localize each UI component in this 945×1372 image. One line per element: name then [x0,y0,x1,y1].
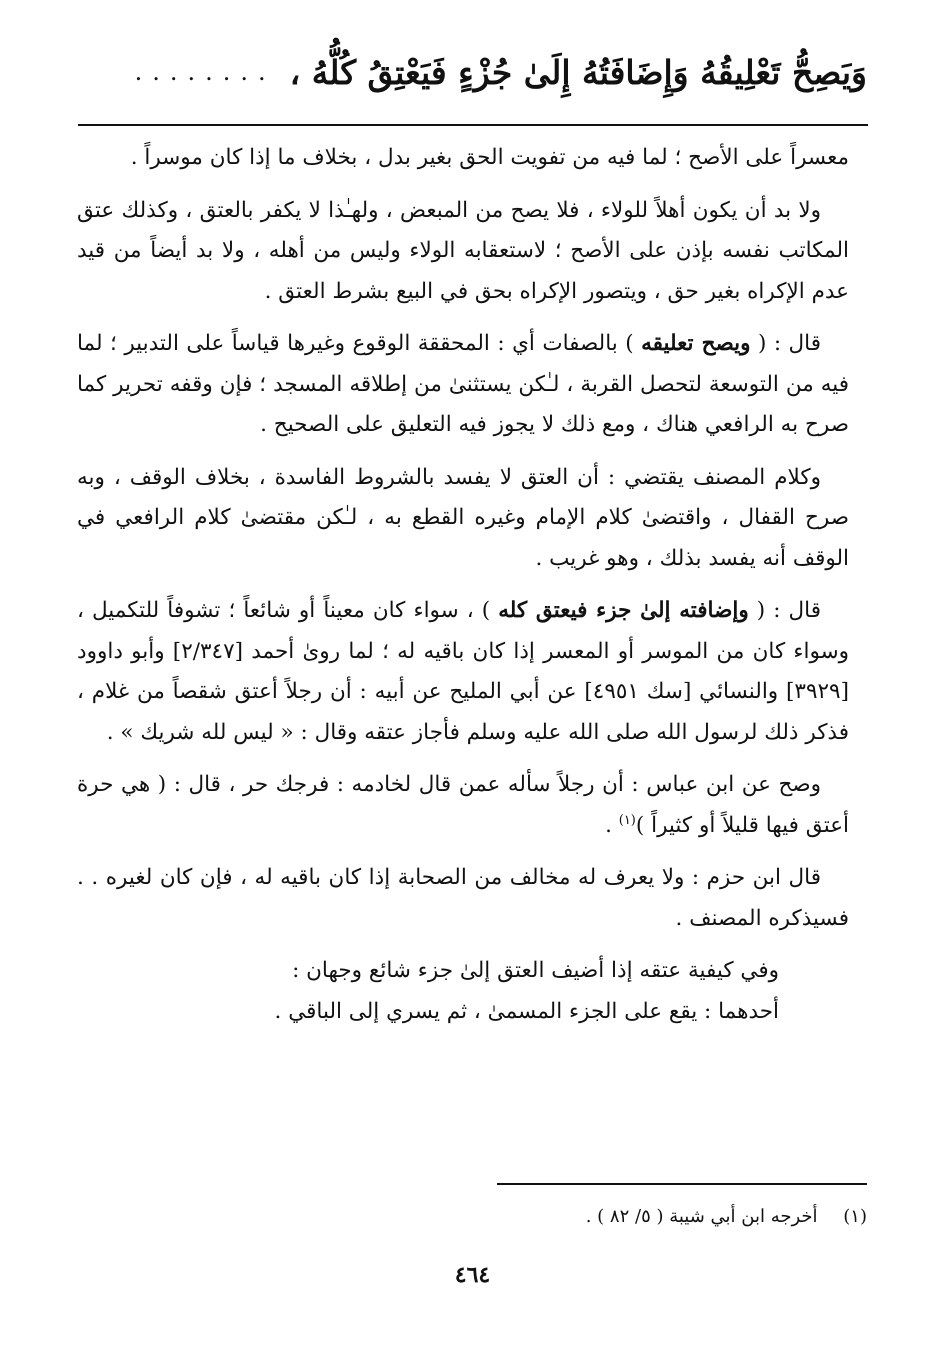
header-rule [78,124,868,126]
paragraph-text: ) ، سواء كان معيناً أو شائعاً ؛ تشوفاً للتكميل ، وسواء كان من الموسر أو المعسر إذا كان باقيه له ؛ لما روىٰ أحمد [٢/٣٤٧] وأبو داوود [٣٩٢٩] والنسائي [سك ٤٩٥١] عن أبي المليح عن أبيه : أن رجلاً أعتق شقصاً من غلام ، فذكر ذلك لرسول الله صلى الله عليه وسلم فأجاز عتقه وقال : « ليس لله شريك » . [77,598,850,745]
paragraph-6 [77,765,849,846]
footnote-text: أخرجه ابن أبي شيبة ( ٥/ ٨٢ ) . [585,1206,818,1227]
running-header [77,42,867,102]
paragraph-8 [77,951,849,992]
footnote [107,1203,867,1231]
paragraph-text: وكلام المصنف يقتضي : أن العتق لا يفسد بالشروط الفاسدة ، بخلاف الوقف ، وبه صرح القفال ، واقتضىٰ كلام الإمام وغيره القطع به ، لـٰكن مقتضىٰ كلام الرافعي في الوقف أنه يفسد بذلك ، وهو غريب . [77,464,849,571]
header-dots: ........ [134,58,276,86]
footnote-number: (١) [843,1206,867,1227]
footnote-rule [497,1183,867,1185]
paragraph-3 [77,324,849,446]
main-text [77,138,849,1032]
paragraph-text: أحدهما : يقع على الجزء المسمىٰ ، ثم يسري إلى الباقي . [274,998,779,1024]
paragraph-text: قال ابن حزم : ولا يعرف له مخالف من الصحابة إذا كان باقيه له ، فإن كان لغيره . . فسيذكره المصنف . [77,865,849,931]
paragraph-9 [77,992,849,1033]
paragraph-2 [77,191,849,313]
paragraph-text: ) بالصفات أي : المحققة الوقوع وغيرها قياساً على التدبير ؛ لما فيه من التوسعة لتحصل القربة ، لـٰكن يستثنىٰ من إطلاقه المسجد ؛ فإن وقفه تحرير كما صرح به الرافعي هناك ، ومع ذلك لا يجوز فيه التعليق على الصحيح . [77,331,849,437]
footnote-reference[interactable]: (١) [618,812,636,828]
paragraph-lead: قال : ( [756,598,821,623]
paragraph-5 [77,591,849,753]
page-number: ٤٦٤ [454,1262,491,1288]
paragraph-text: وصح عن ابن عباس : أن رجلاً سأله عمن قال لخادمه : فرجك حر ، قال : ( هي حرة أعتق فيها قليلاً أو كثيراً ) [77,772,849,838]
header-title: وَيَصِحُّ تَعْلِيقُهُ وَإِضَافَتُهُ إِلَىٰ جُزْءٍ فَيَعْتِقُ كُلُّهُ ، [289,52,867,92]
paragraph-lead: قال : ( [757,331,821,356]
paragraph-text: معسراً على الأصح ؛ لما فيه من تفويت الحق بغير بدل ، بخلاف ما إذا كان موسراً . [130,145,849,170]
matn-quote: وإضافته إلىٰ جزء فيعتق كله [498,598,749,623]
paragraph-text: ولا بد أن يكون أهلاً للولاء ، فلا يصح من المبعض ، ولهـٰذا لا يكفر بالعتق ، وكذلك عتق المكاتب نفسه بإذن على الأصح ؛ لاستعقابه الولاء وليس من أهله ، ولا بد أيضاً من قيد عدم الإكراه بغير حق ، ويتصور الإكراه بحق في البيع بشرط العتق . [77,197,849,304]
paragraph-1 [77,138,849,179]
matn-quote: ويصح تعليقه [641,331,751,356]
paragraph-7 [77,858,849,939]
paragraph-text: وفي كيفية عتقه إذا أضيف العتق إلىٰ جزء شائع وجهان : [292,958,779,983]
paragraph-4 [77,458,849,580]
paragraph-tail: . [605,812,619,838]
